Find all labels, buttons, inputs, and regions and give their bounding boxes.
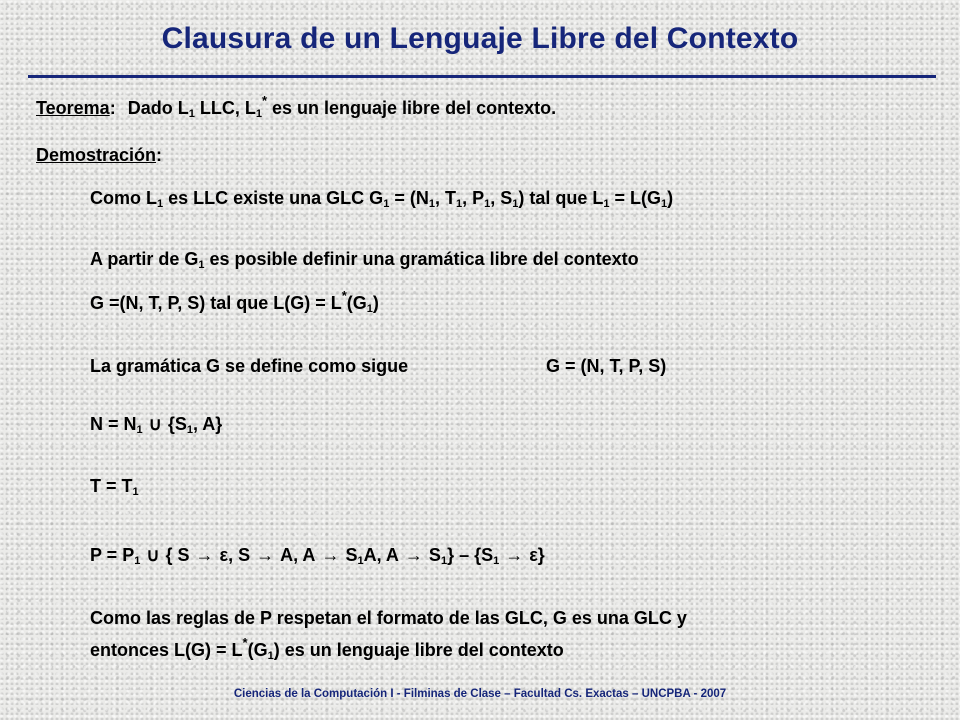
proof-line-1: Como $L_1$ es LLC existe una GLC $G_1 = (N_1$, $T_1$, $P_1$, $S_1$) tal que $L_1 = L(G_1)$ xyxy=(90,188,674,210)
proof-line-4: La gramática G se define como sigue xyxy=(90,356,409,376)
theorem-label: Teorema xyxy=(36,98,110,118)
proof-heading: Demostración: xyxy=(36,145,163,165)
proof-label: Demostración xyxy=(36,145,157,165)
proof-line-terminals: $T = T_1$ xyxy=(90,476,139,498)
union-symbol: ∪ xyxy=(148,414,162,434)
proof-line-2: A partir de $G_1$ es posible definir una gramática libre del contexto xyxy=(90,249,639,271)
arrow-symbol: → xyxy=(195,545,214,565)
epsilon-symbol: ε xyxy=(219,545,229,565)
proof-line-conclusion-2: entonces $L(G) = L^*(G_1)$ es un lenguaje libre del contexto xyxy=(90,635,564,662)
proof-line-productions: $P = P_1$ ∪ { S → ε, S → A, $A \to S_1A$, $A \to S_1\} - \{S_1 \to \varepsilon\}$ xyxy=(90,545,545,567)
grammar-tuple: G = (N, T, P, S) xyxy=(546,356,667,376)
theorem-line: Teorema: Dado $L_1$ LLC, $L_1^*$ es un lenguaje libre del contexto. xyxy=(36,93,557,120)
slide-footer: Ciencias de la Computación I - Filminas de Clase – Facultad Cs. Exactas – UNCPBA - 2007 xyxy=(233,688,727,700)
slide-title: Clausura de un Lenguaje Libre del Contexto xyxy=(161,22,799,55)
theorem-text: Dado L xyxy=(127,98,189,118)
theorem-colon: : xyxy=(109,98,116,118)
title-divider xyxy=(28,75,936,78)
proof-line-3: G =(N, T, P, S) tal que $L(G) = L^*(G_1)$ xyxy=(90,288,379,315)
proof-line-conclusion-1: Como las reglas de P respetan el formato de las GLC, G es una GLC y xyxy=(90,608,687,628)
proof-line-nonterminals: $N = N_1$ ∪ {$S_1$, A} xyxy=(90,414,223,436)
kleene-star: * xyxy=(261,93,268,108)
